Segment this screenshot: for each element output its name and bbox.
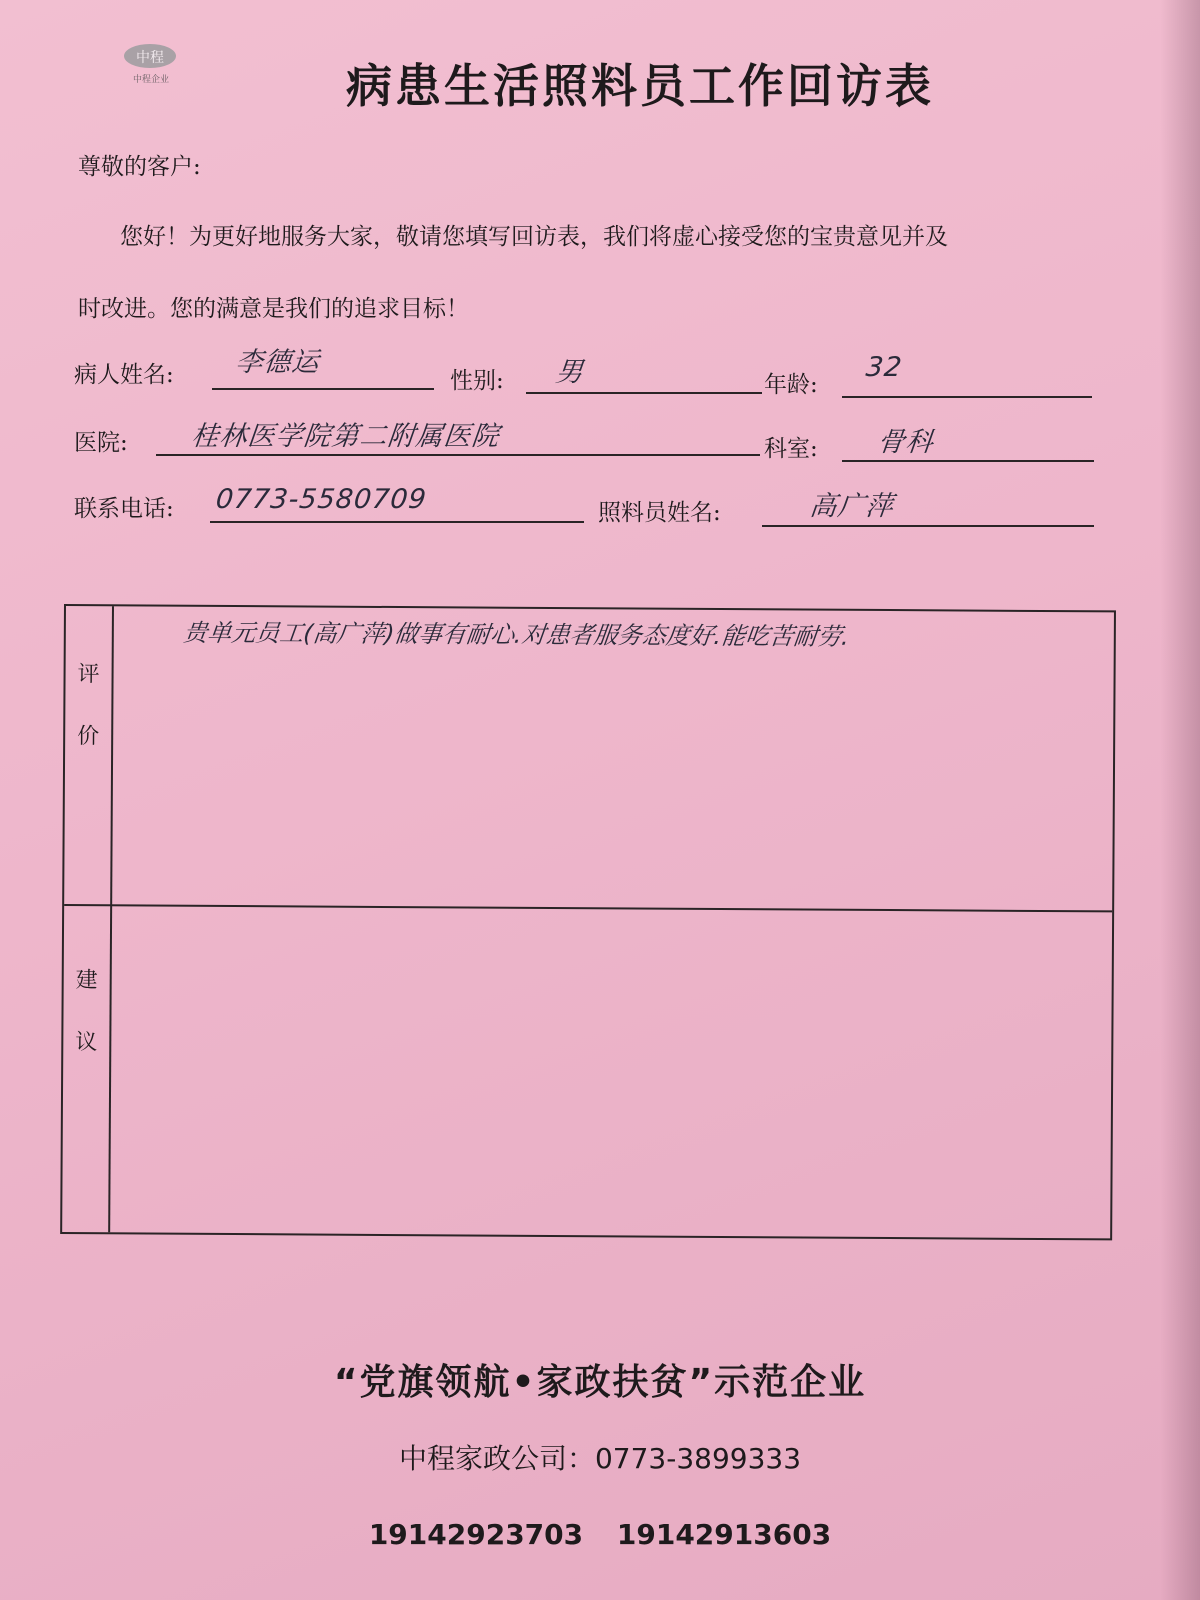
form-title: 病患生活照料员工作回访表 (346, 59, 934, 113)
age-value[interactable]: 32 (864, 352, 904, 383)
gender-line (526, 392, 762, 394)
salutation: 尊敬的客户: (78, 154, 201, 180)
caregiver-label: 照料员姓名: (598, 500, 721, 526)
evaluation-label-char-1: 评 (77, 662, 100, 688)
intro-line-2: 时改进。您的满意是我们的追求目标！ (78, 296, 469, 322)
intro-line-1: 您好！为更好地服务大家，敬请您填写回访表，我们将虚心接受您的宝贵意见并及 (120, 224, 948, 250)
hospital-label: 医院: (74, 430, 128, 456)
age-line (842, 396, 1092, 398)
gender-value[interactable]: 男 (554, 357, 586, 388)
evaluation-label-char-2: 价 (77, 724, 100, 750)
department-label: 科室: (764, 436, 818, 462)
gender-label: 性别: (450, 368, 504, 394)
department-value[interactable]: 骨科 (876, 427, 936, 458)
suggestion-label-char-2: 议 (75, 1030, 98, 1056)
phone-line (210, 521, 584, 523)
slogan: “党旗领航•家政扶贫”示范企业 (333, 1362, 867, 1403)
footer-phones (0, 1518, 1200, 1551)
patient-name-label: 病人姓名: (74, 362, 174, 388)
company-contact: 中程家政公司：0773-3899333 (398, 1442, 802, 1475)
logo-mark-text: 中程 (136, 50, 164, 66)
footer-phone-1: 19142923703 (368, 1518, 584, 1551)
patient-name-line (212, 388, 434, 390)
phone-label: 联系电话: (74, 496, 174, 522)
patient-name-value[interactable]: 李德运 (234, 347, 322, 378)
evaluation-text[interactable]: 贵单元员工(高广萍)做事有耐心.对患者服务态度好.能吃苦耐劳. (182, 618, 851, 651)
evaluation-table (60, 604, 1116, 1240)
caregiver-line (762, 525, 1094, 527)
hospital-line (156, 454, 760, 456)
suggestion-label-char-1: 建 (75, 968, 98, 994)
suggestion-field[interactable] (122, 918, 1084, 1224)
department-line (842, 460, 1094, 462)
caregiver-value[interactable]: 高广萍 (808, 491, 896, 522)
logo-caption: 中程企业 (132, 75, 169, 85)
company-logo (118, 44, 184, 86)
phone-value[interactable]: 0773-5580709 (214, 484, 429, 515)
table-row-divider (64, 904, 1112, 912)
footer-phone-2: 19142913603 (616, 1518, 832, 1551)
age-label: 年龄: (764, 372, 818, 398)
hospital-value[interactable]: 桂林医学院第二附属医院 (190, 421, 502, 452)
